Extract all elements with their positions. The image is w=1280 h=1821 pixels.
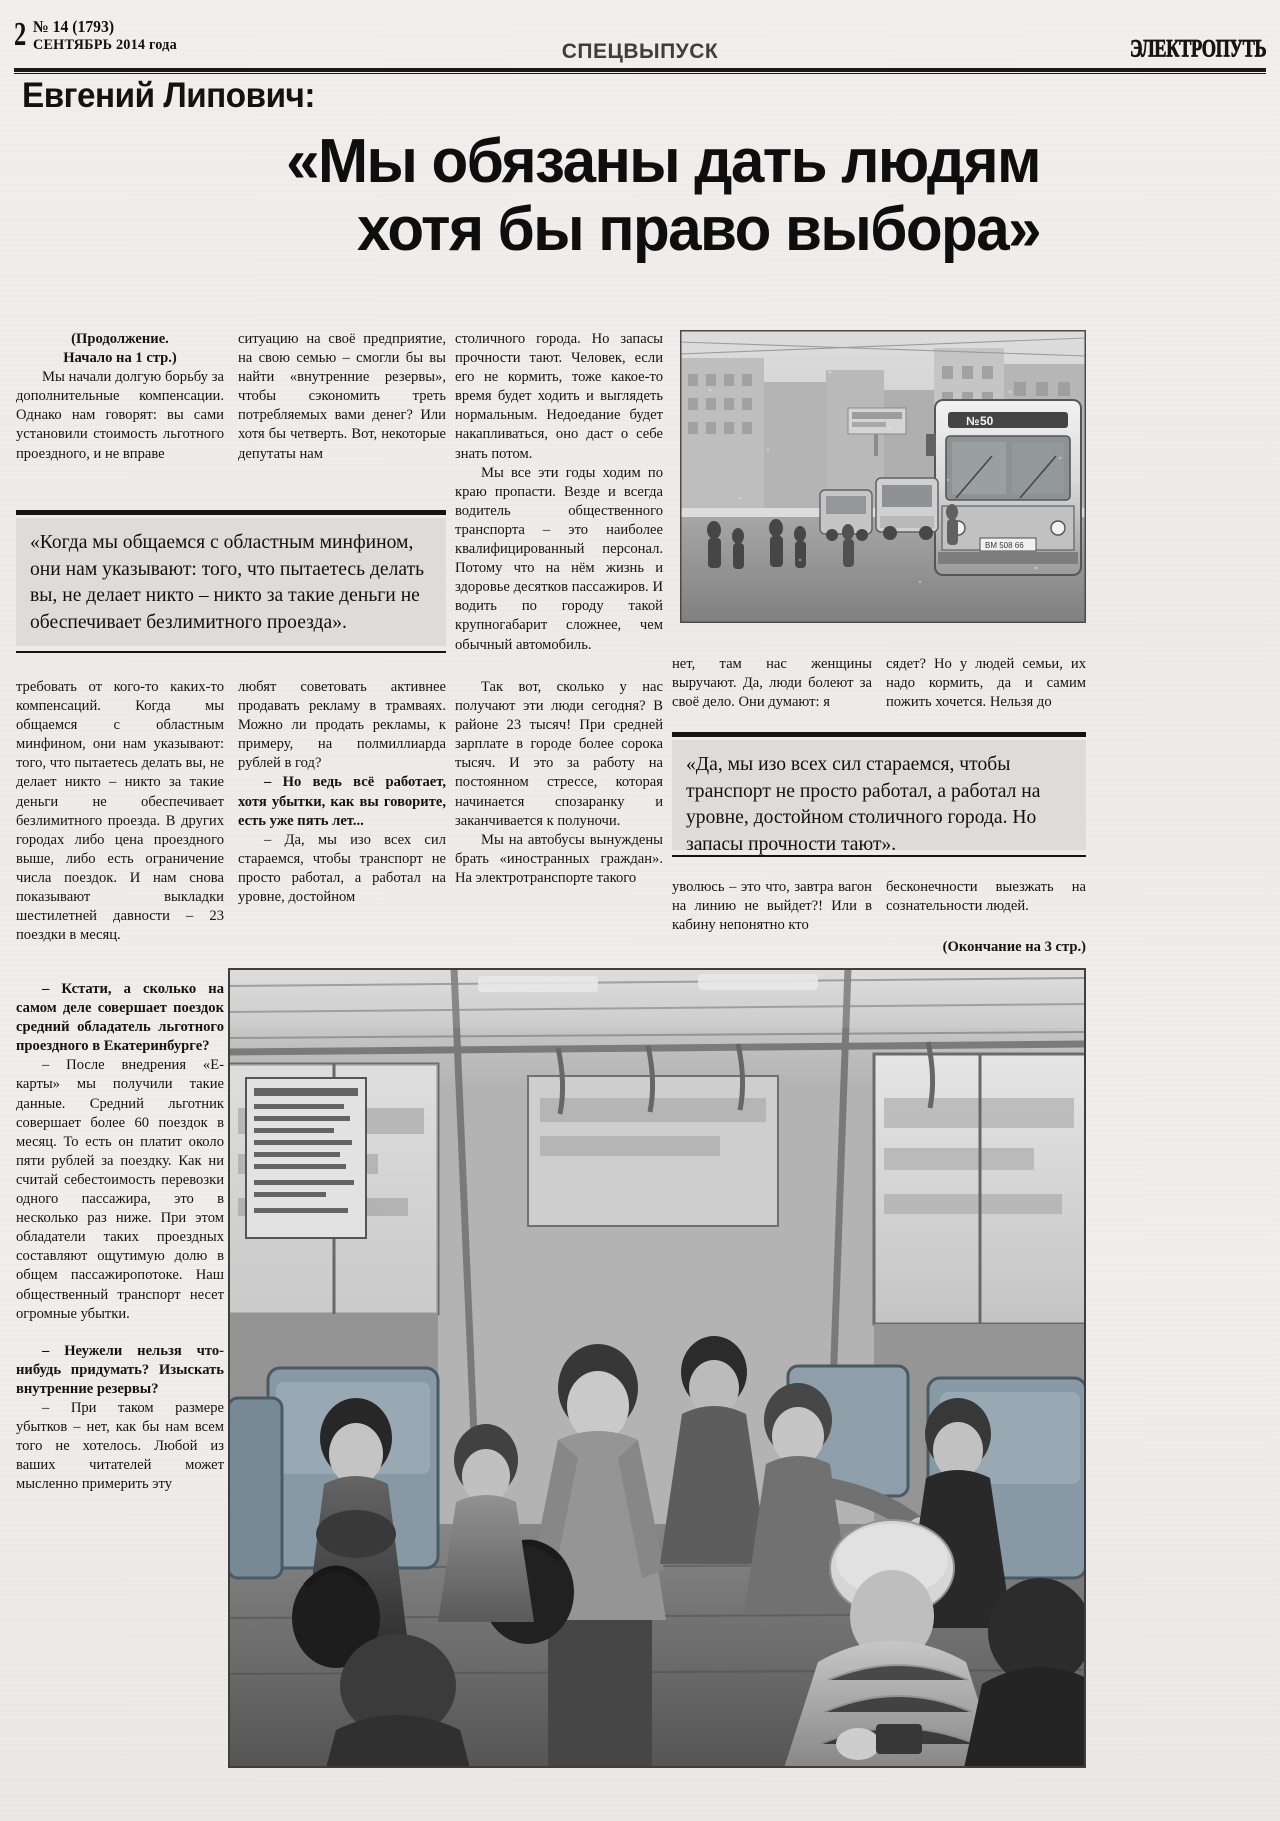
masthead bbox=[14, 18, 1266, 64]
paragraph: Так вот, сколько у нас получают эти люди сегодня? В районе 23 тысяч! При средней зарплате в городе более сорока тысяч. И это за работу на постоянном стрессе, которая начинается спозаранку и заканчивается к полуночи. bbox=[455, 679, 663, 829]
headline-line-1: «Мы обязаны дать людям bbox=[286, 127, 1040, 196]
paragraph: – Да, мы изо всех сил стараемся, чтобы транспорт не просто работал, а работал на уровне, достойном bbox=[238, 831, 446, 906]
column-1-top bbox=[16, 330, 224, 464]
column-4-lower bbox=[672, 878, 872, 935]
paragraph: – После внедрения «Е-карты» мы получили такие данные. Средний льготник совершает более 60 поездок в месяц. То есть он платит около пяти рублей за поездку. Как ни считай себестоимость перевозки одного пассажира, это в несколько раз ниже. При этом обладатели таких проездных составляют ощутимую долю в общем пассажиропотоке. Наш общественный транспорт несет огромные убытки. bbox=[16, 1057, 224, 1322]
continuation-note-line-2: Начало на 1 стр.) bbox=[63, 350, 177, 367]
paragraph: бесконечности выезжать на сознательности людей. bbox=[886, 879, 1086, 915]
column-5-middle bbox=[886, 655, 1086, 712]
column-2-top bbox=[238, 330, 446, 464]
paragraph: – При таком размере убытков – нет, как бы нам всем того не хотелось. Любой из ваших читателей может мысленно примерить эту bbox=[16, 1399, 224, 1493]
paragraph: сядет? Но у людей семьи, их надо кормить, да и самим пожить хочется. Нельзя до bbox=[886, 656, 1086, 711]
article-kicker: Евгений Липович: bbox=[22, 76, 315, 115]
photo-trolleybus-interior bbox=[228, 968, 1086, 1768]
pull-quote-1 bbox=[16, 518, 446, 646]
pull-quote-2-text: «Да, мы изо всех сил стараемся, чтобы транспорт не просто работал, а работал на уровне, достойном столичного города. Но запасы прочности тают». bbox=[686, 754, 1041, 855]
headline-line-2: хотя бы право выбора» bbox=[356, 195, 1040, 264]
masthead-divider bbox=[14, 68, 1266, 72]
photo-street-bus-graphic bbox=[680, 330, 1086, 623]
paragraph: Мы начали долгую борьбу за дополнительные компенсации. Однако нам говорят: вы сами установили стоимость льготного проездного, и не вправе bbox=[16, 369, 224, 462]
paragraph: ситуацию на своё предприятие, на свою семью – смогли бы вы найти «внутренние резервы», чтобы сэкономить треть потребляемых вами денег? Или хотя бы четверть. Вот, некоторые депутаты нам bbox=[238, 331, 446, 462]
issue-date: СЕНТЯБРЬ 2014 года bbox=[33, 37, 177, 53]
photo-trolleybus-interior-graphic bbox=[228, 968, 1086, 1768]
newspaper-brand: ЭЛЕКТРОПУТЬ bbox=[1129, 34, 1266, 62]
column-2-middle bbox=[238, 678, 446, 907]
paragraph: Мы на автобусы вынуждены брать «иностранных граждан». На электротранспорте такого bbox=[455, 831, 663, 886]
column-1-middle bbox=[16, 678, 224, 945]
interview-question: – Но ведь всё работает, хотя убытки, как вы говорите, есть уже пять лет... bbox=[238, 774, 446, 829]
column-4-middle bbox=[672, 655, 872, 712]
paragraph: нет, там нас женщины выручают. Да, люди болеют за своё дело. Они думают: я bbox=[672, 656, 872, 711]
pull-quote-1-text: «Когда мы общаемся с областным минфином, они нам указывают: того, что пытаетесь делать вы, не делает никто – никто за такие деньги не обеспечивает безлимитного проезда». bbox=[30, 532, 425, 633]
issue-number: № 14 (1793) bbox=[33, 17, 115, 36]
svg-text:50: 50 bbox=[980, 414, 994, 428]
paragraph: Мы все эти годы ходим по краю пропасти. Везде и всегда водитель общественного транспорта – это наиболее квалифицированный персонал. Потому что на нём жизнь и здоровье десятков пассажиров. И водить по городу такой крупногабарит сложнее, чем обычный автомобиль. bbox=[455, 464, 663, 653]
pull-quote-2 bbox=[672, 740, 1086, 855]
paragraph: столичного города. Но запасы прочности тают. Человек, если его не кормить, тоже какое-то время будет ходить и выглядеть нормальным. Недоедание будет накапливаться, оно даст о себе знать потом. bbox=[455, 331, 663, 462]
paragraph: любят советовать активнее продавать рекламу в трамваях. Можно ли продать рекламы, к примеру, на полмиллиарда рублей в год? bbox=[238, 679, 446, 772]
column-3-middle bbox=[455, 678, 663, 888]
interview-question: – Кстати, а сколько на самом деле совершает поездок средний обладатель льготного проездного в Екатеринбурге? bbox=[16, 981, 224, 1055]
svg-text:№: № bbox=[966, 414, 980, 428]
column-1-lower bbox=[16, 980, 224, 1494]
svg-text:ВМ 508 66: ВМ 508 66 bbox=[985, 541, 1024, 550]
interview-question: – Неужели нельзя что-нибудь придумать? Изыскать внутренние резервы? bbox=[16, 1342, 224, 1397]
article-headline bbox=[138, 128, 1040, 264]
continuation-note-line-1: (Продолжение. bbox=[71, 331, 169, 347]
photo-street-bus bbox=[680, 330, 1086, 623]
column-5-lower bbox=[886, 878, 1086, 957]
paragraph: уволюсь – это что, завтра вагон на линию не выйдет?! Или в кабину непонятно кто bbox=[672, 879, 872, 934]
paragraph: требовать от кого-то каких-то компенсаций. Когда мы общаемся с областным минфином, они нам указывают: того, что пытаетесь делать вы, не делает никто – никто за такие деньги не обеспечивает безлимитного проезда. В других городах либо цена проездного выше, либо есть ограничение числа поездок. И нам снова показывают выкладки шестилетней давности – 23 поездки в месяц. bbox=[16, 679, 224, 944]
column-3-top bbox=[455, 330, 663, 655]
page-number: 2 bbox=[14, 16, 26, 53]
end-note: (Окончание на 3 стр.) bbox=[942, 939, 1086, 956]
section-label: СПЕЦВЫПУСК bbox=[561, 40, 719, 63]
